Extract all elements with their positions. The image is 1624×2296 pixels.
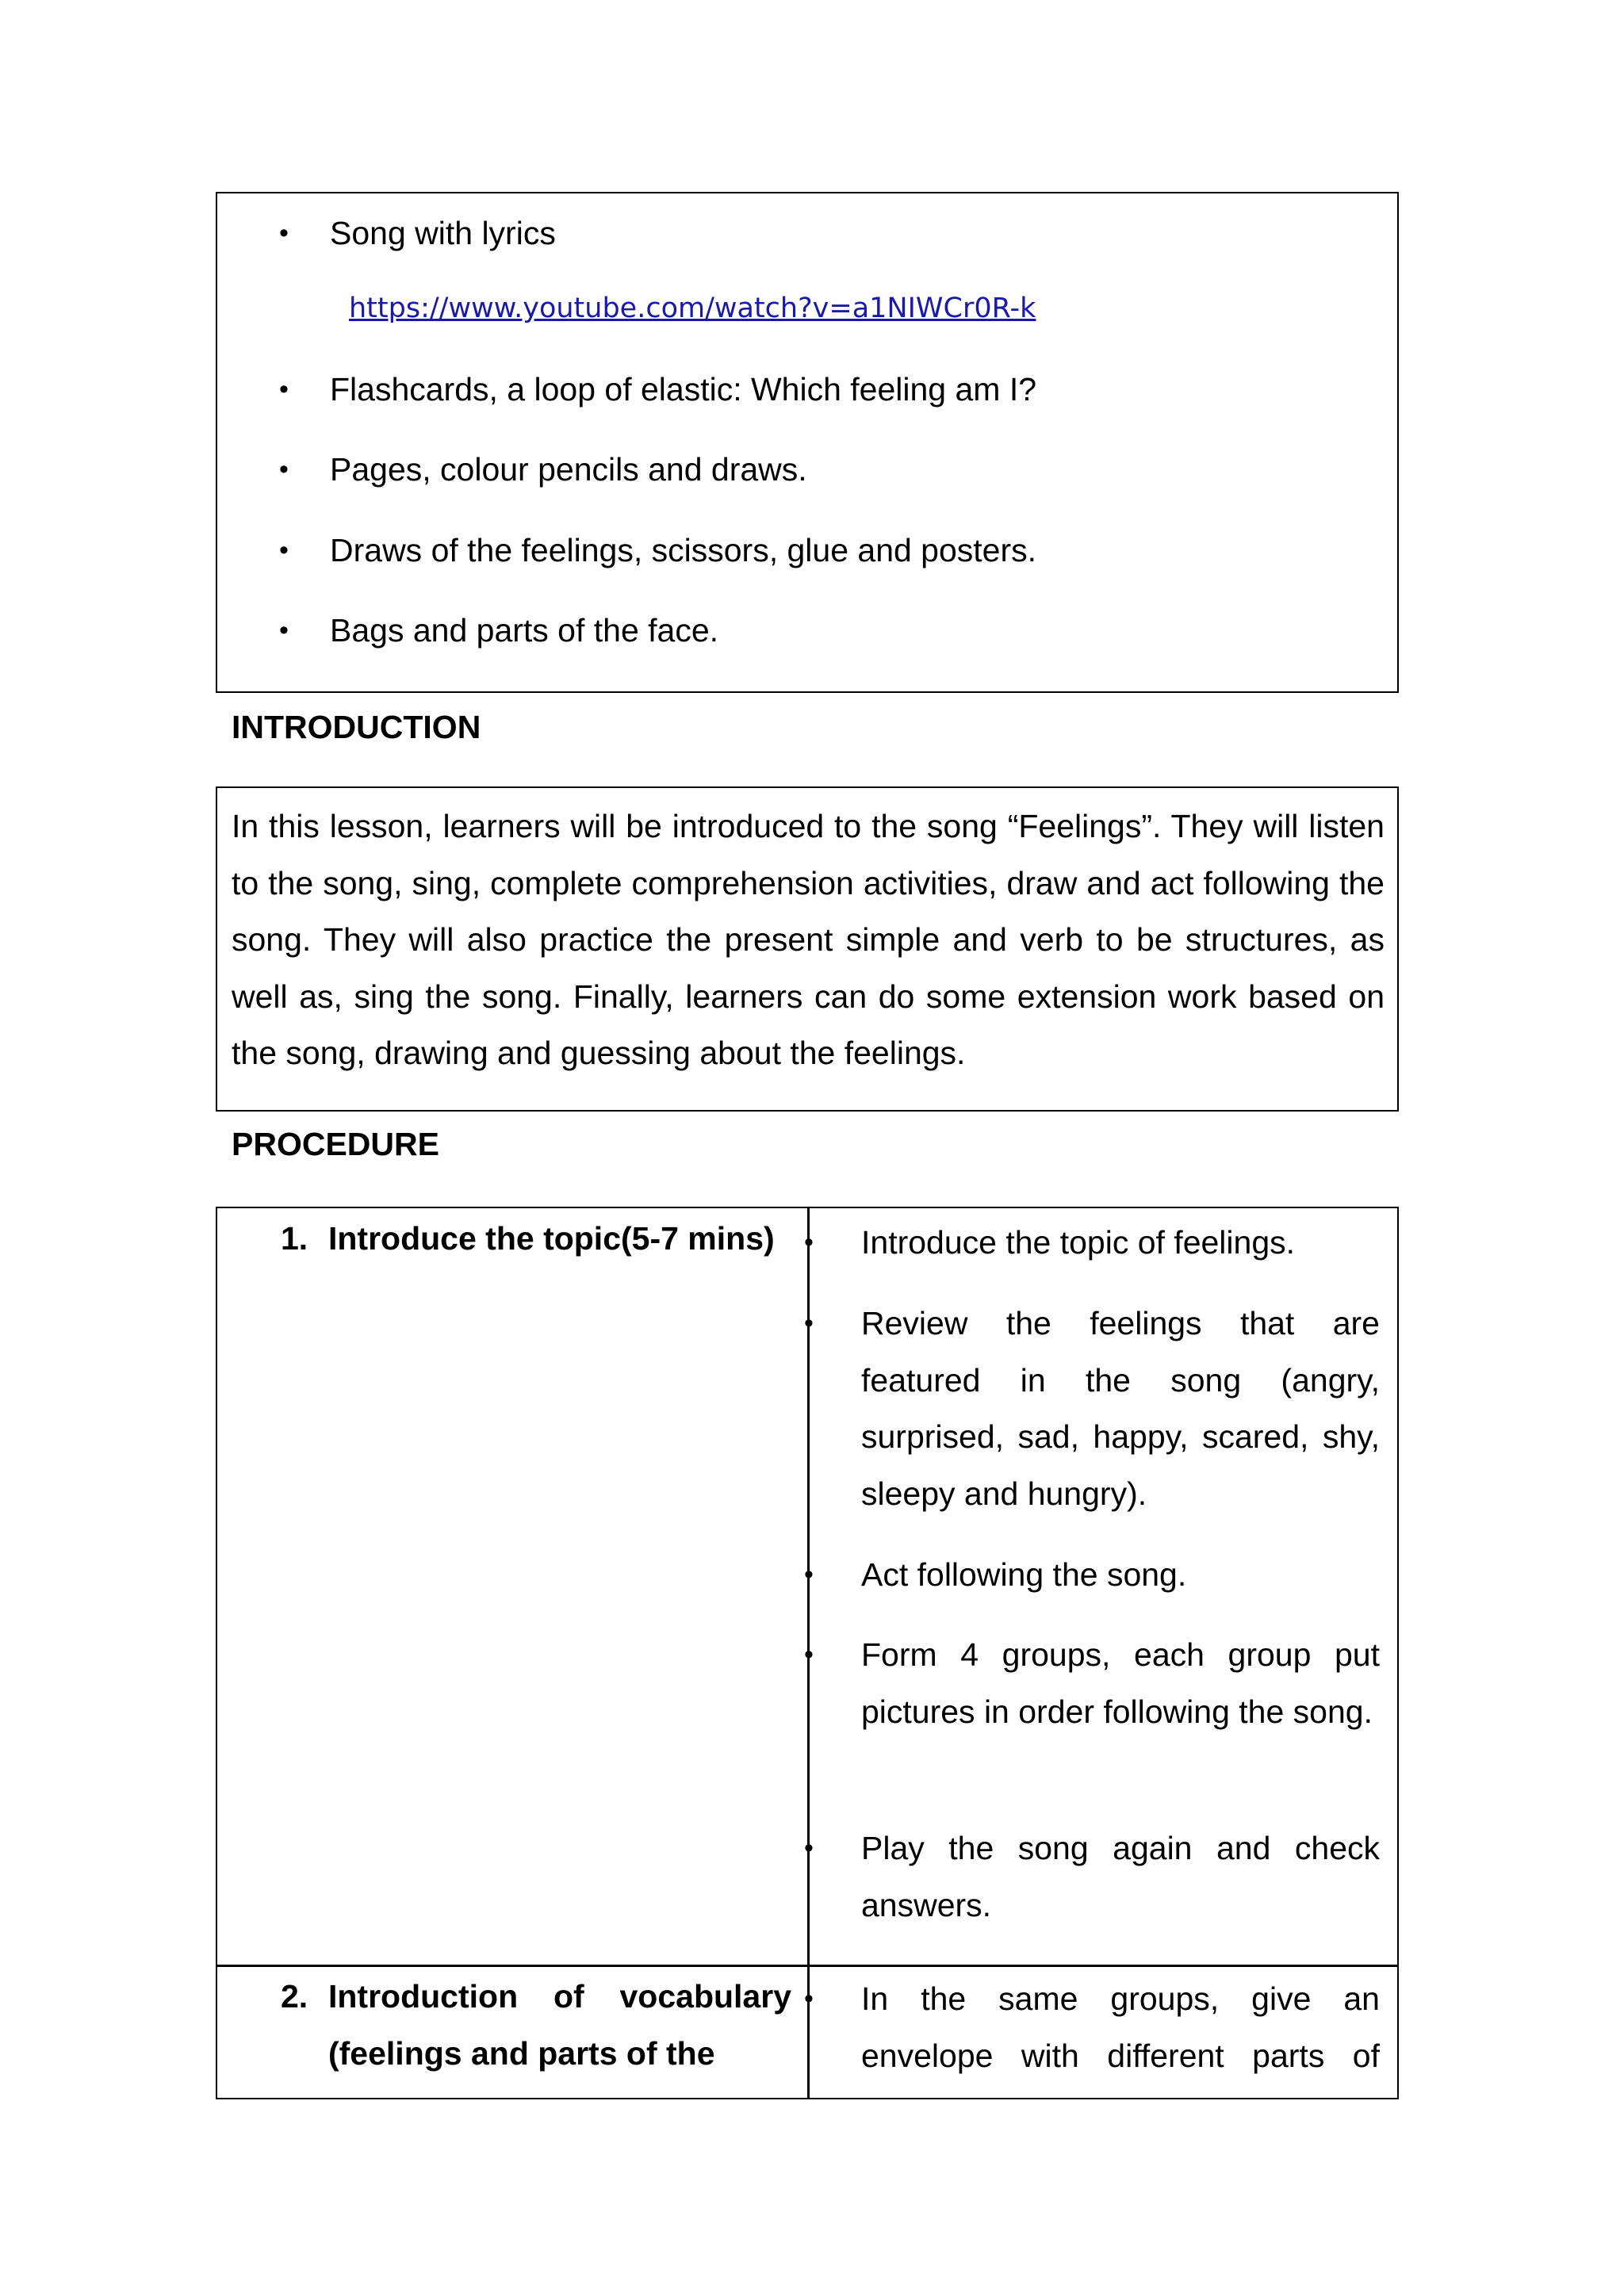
- bullet-icon: •: [279, 535, 289, 565]
- bullet-icon: •: [804, 1227, 814, 1257]
- activity-item: [804, 1215, 1380, 1272]
- bullet-icon: •: [279, 374, 289, 404]
- bullet-icon: •: [804, 1308, 814, 1338]
- material-item: Pages, colour pencils and draws.: [330, 451, 807, 488]
- material-item: Bags and parts of the face.: [330, 612, 719, 649]
- step-title-text: Introduce the topic(5-7 mins): [328, 1220, 775, 1257]
- activity-text: In the same groups, give an envelope with different parts of: [861, 1980, 1380, 2074]
- introduction-text: In this lesson, learners will be introduced to the song “Feelings”. They will listen to the song, sing, complete comprehension activities, draw and act following the song. They will also practice the present simple and verb to be structures, as well as, sing the song. Finally, learners can do some extension work based on the song, drawing and guessing about the feelings.: [232, 808, 1385, 1071]
- activity-item: [804, 1971, 1380, 2084]
- bullet-icon: •: [804, 1559, 814, 1590]
- activity-text: Review the feelings that are featured in the song (angry, surprised, sad, happy, scared, shy, sleepy and hungry).: [861, 1305, 1380, 1512]
- activity-item: [804, 1547, 1380, 1604]
- step-number: 2.: [281, 1978, 308, 2015]
- procedure-table: [216, 1207, 1399, 2099]
- bullet-icon: •: [279, 218, 289, 248]
- step-number: 1.: [281, 1220, 308, 1257]
- activity-item: [804, 1627, 1380, 1740]
- material-item: Song with lyrics: [330, 215, 556, 251]
- bullet-icon: •: [804, 1640, 814, 1670]
- introduction-heading: INTRODUCTION: [232, 709, 481, 745]
- activity-item: [804, 1820, 1380, 1934]
- materials-box: [216, 192, 1399, 693]
- material-item: Draws of the feelings, scissors, glue and posters.: [330, 532, 1037, 568]
- activity-text: Form 4 groups, each group put pictures in order following the song.: [861, 1636, 1380, 1730]
- bullet-icon: •: [279, 615, 289, 645]
- step-title-text: Introduction of vocabulary (feelings and parts of the: [328, 1978, 791, 2072]
- material-item: Flashcards, a loop of elastic: Which feeling am I?: [330, 371, 1037, 408]
- activity-text: Play the song again and check answers.: [861, 1830, 1380, 1923]
- bullet-icon: •: [804, 1984, 814, 2014]
- procedure-heading: PROCEDURE: [232, 1126, 439, 1162]
- row-divider: [217, 1965, 1397, 1967]
- song-link[interactable]: https://www.youtube.com/watch?v=a1NIWCr0R-k: [349, 293, 1036, 324]
- activity-text: Introduce the topic of feelings.: [861, 1224, 1296, 1261]
- activity-text: Act following the song.: [861, 1556, 1187, 1593]
- bullet-icon: •: [804, 1833, 814, 1863]
- bullet-icon: •: [279, 454, 289, 484]
- introduction-box: [216, 786, 1399, 1112]
- activity-item: [804, 1295, 1380, 1522]
